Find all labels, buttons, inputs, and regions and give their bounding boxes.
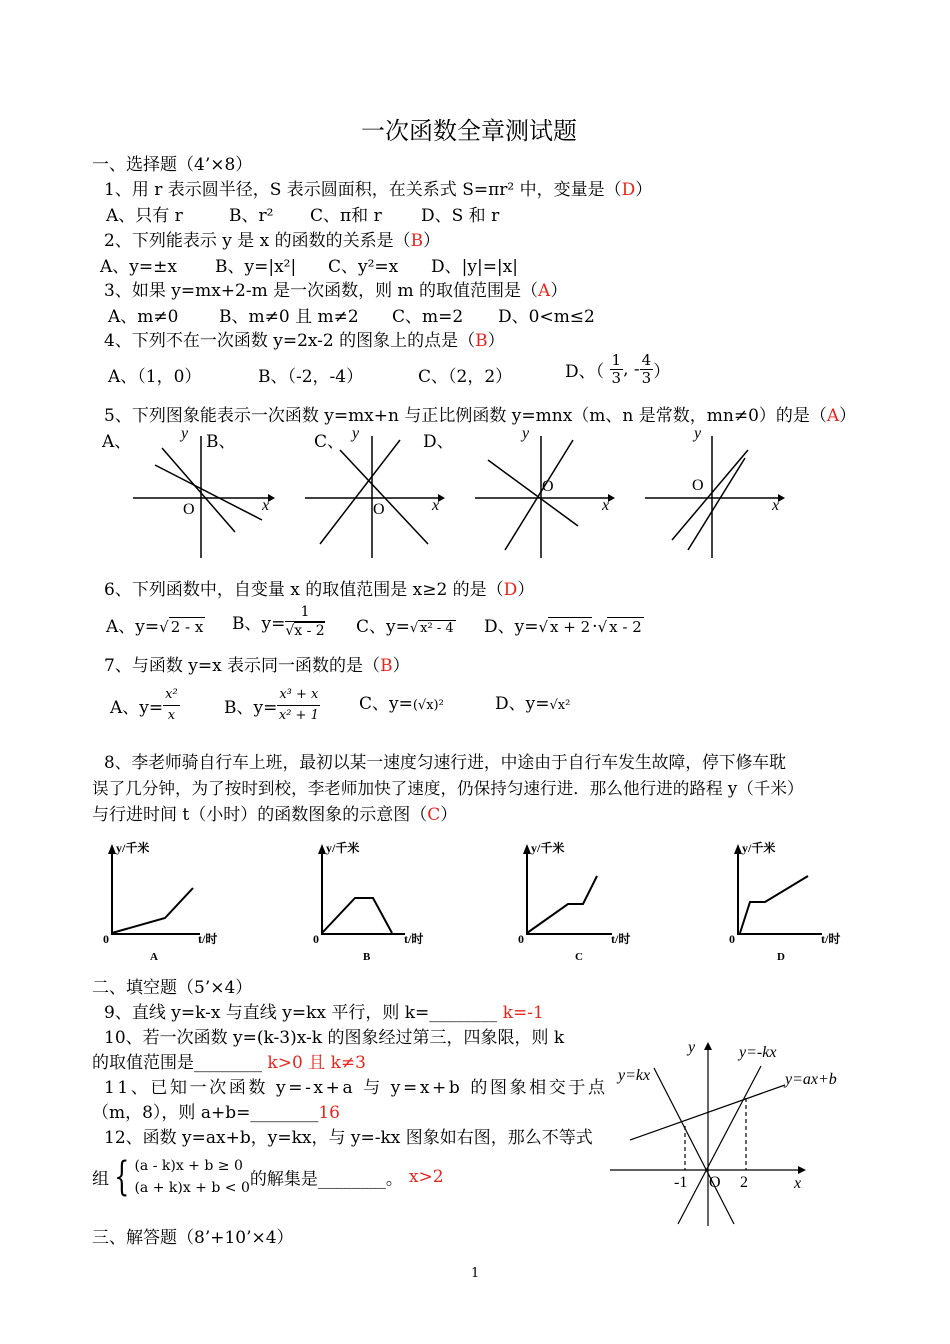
page-number: 1 [471,1266,480,1281]
q6-option-d [484,612,644,637]
q8c-x-label: t/时 [611,932,631,946]
q6-option-c [356,612,456,637]
q8c-path [527,876,597,933]
q6d-radical-2: √ x - 2 [597,618,642,636]
fig12-line-negkx [678,1066,761,1224]
q2-answer: B [410,231,424,251]
q6d-label: D、y= [484,617,539,637]
q1-option-b: B、r² [229,206,274,226]
q5-label-c: C、 [314,432,345,452]
q7-option-b [224,685,320,726]
q5b-y-label: y [352,425,360,442]
q6c-label: C、y= [356,617,410,637]
q4-d-frac2 [640,352,654,387]
q7-answer: B [380,656,393,676]
q8d-path [740,876,808,933]
q5a-y-label: y [181,425,189,442]
q4-answer: B [475,331,488,351]
q5c-line-1 [488,460,578,526]
section-heading-fill: 二、填空题（5’×4） [92,978,253,998]
q10-line-2 [92,1048,366,1073]
q6-answer: D [503,580,518,600]
q12-ineq-2: (a + k)x + b < 0 [134,1180,250,1196]
q12-line-1: 12、函数 y=ax+b，y=kx，与 y=-kx 图象如右图，那么不等式 [104,1128,593,1148]
q8c-zero: 0 [518,932,524,946]
q4-option-b: B、（-2，-4） [258,367,364,387]
q7-close: ） [392,656,410,676]
q6a-label: A、y= [106,617,160,637]
q8-line-3 [92,800,457,825]
q7-text: 7、与函数 y=x 表示同一函数的是（ [104,656,381,676]
fig12-y-label: y [688,1039,696,1056]
q9-answer: k=-1 [502,1003,544,1023]
q7b-den: x² + 1 [278,708,319,723]
q5d-line-2 [688,458,745,550]
q12-line-2 [92,1155,444,1199]
q11-line-1: 11、已知一次函数 y=-x+a 与 y=x+b 的图象相交于点 [104,1078,608,1098]
q4-close: ） [487,331,505,351]
page-title: 一次函数全章测试题 [361,117,577,145]
q8b-zero: 0 [313,932,319,946]
q12-system [134,1155,249,1199]
q12-answer: x>2 [408,1167,444,1187]
question-2 [104,226,440,251]
q11-answer: 16 [318,1103,340,1123]
q8b-y-arrow [318,844,326,854]
q4-d-frac1 [610,352,624,387]
q5a-line-2 [162,448,235,532]
q3-option-b: B、m≠0 且 m≠2 [219,307,359,327]
q5a-x-label: x [262,497,270,514]
fig12-label-negkx: y=-kx [739,1044,777,1061]
q8c-y-arrow [523,844,531,854]
q8a-y-label: y/千米 [116,841,150,855]
q6d-dot: · [592,617,598,637]
q5d-y-label: y [694,425,702,442]
q8a-y-arrow [108,844,116,854]
q2-option-d: D、|y|=|x| [431,257,518,277]
q3-option-c: C、m=2 [392,307,464,327]
q4-frac2-num: 4 [641,351,652,369]
q1-option-a: A、只有 r [106,206,183,226]
q4-option-a: A、（1，0） [108,367,202,387]
q6a-radicand: 2 - x [170,618,204,636]
q7d-expr: √x² [549,698,571,713]
q1-option-c: C、π和 r [310,206,382,226]
q8a-path [112,888,193,933]
q1-text: 1、用 r 表示圆半径，S 表示圆面积，在关系式 S=πr² 中，变量是（ [104,180,622,200]
q8-graphs [0,830,950,970]
q5d-x-label: x [772,497,780,514]
q8a-caption: A [150,951,158,963]
q1-close: ） [635,180,653,200]
q4-frac1-den: 3 [611,369,622,387]
question-7 [104,651,410,676]
q12-figure [600,1030,860,1240]
question-1 [104,175,652,200]
q4-d-sep: , - [623,359,640,380]
q2-text: 2、下列能表示 y 是 x 的函数的关系是（ [104,231,411,251]
q7a-fraction [163,685,180,726]
fig12-tick-neg1: -1 [674,1174,688,1191]
q6a-radical: √ 2 - x [159,618,204,636]
q7c-label: C、y= [359,694,413,714]
q2-option-b: B、y=|x²| [215,257,297,277]
q4-d-open: D、（ [565,362,605,382]
q9-text: 9、直线 y=k-x 与直线 y=kx 平行，则 k=________ [104,1003,498,1023]
q8b-y-label: y/千米 [326,841,360,855]
q5b-line-2 [320,440,400,544]
q6d-radicand-1: x + 2 [550,618,591,636]
question-3 [104,276,567,301]
section-heading-solve: 三、解答题（8’+10’×4） [92,1228,294,1248]
q8-line-2: 误了几分钟，为了按时到校，李老师加快了速度，仍保持匀速行进．那么他行进的路程 y（千米） [92,779,804,798]
q5-close: ） [839,406,857,426]
q4-text: 4、下列不在一次函数 y=2x-2 的图象上的点是（ [104,331,476,351]
q4-d-close: ） [653,362,671,382]
q5-graphs [0,420,950,560]
q3-close: ） [550,281,568,301]
q5-label-d: D、 [423,432,454,452]
q7c-expr: (√x)² [412,698,444,713]
q2-option-a: A、y=±x [100,257,177,277]
q2-close: ） [423,231,441,251]
q5a-origin: O [183,501,195,518]
q8b-x-label: t/时 [404,932,424,946]
q12-brace: { [114,1154,130,1200]
q7b-label: B、y= [224,698,278,718]
q6-close: ） [517,580,535,600]
q4-frac1-num: 1 [611,351,622,369]
q5b-line-1 [340,450,428,544]
q10-answer: k>0 且 k≠3 [267,1053,366,1073]
q3-text: 3、如果 y=mx+2-m 是一次函数，则 m 的取值范围是（ [104,281,539,301]
q5b-x-label: x [432,497,440,514]
fig12-line-kx [654,1068,734,1224]
q7a-den: x [167,708,176,723]
q8c-caption: C [575,951,583,963]
q6c-radicand: x² - 4 [420,621,454,636]
q5-text: 5、下列图象能表示一次函数 y=mx+n 与正比例函数 y=mnx（m、n 是常数，mn≠0）的是（ [104,406,827,426]
q8-close: ） [440,805,458,825]
q7-option-c [359,689,444,714]
q6b-num: 1 [285,603,324,622]
q5-label-b: B、 [206,432,236,452]
q7b-fraction [277,685,320,726]
q11-line-2 [92,1098,340,1123]
q5d-origin: O [692,477,704,494]
q7-option-a [110,685,180,726]
q5a-line-1 [155,465,262,520]
fig12-origin: O [709,1174,721,1191]
q8d-caption: D [777,951,785,963]
question-6 [104,575,534,600]
q8b-axes [322,852,405,934]
q6b-label: B、y= [232,614,286,634]
fig12-tick-2: 2 [740,1174,748,1191]
q7d-label: D、y= [495,694,550,714]
q8a-axes [112,852,200,934]
fig12-x-arrow [798,1166,806,1174]
q4-frac2-den: 3 [641,369,652,387]
q12-ineq-1: (a - k)x + b ≥ 0 [134,1158,243,1174]
q6-text: 6、下列函数中，自变量 x 的取值范围是 x≥2 的是（ [104,580,504,600]
q5c-line-2 [505,440,573,550]
q8b-caption: B [363,951,371,963]
q7-option-d [495,689,570,714]
q3-answer: A [538,281,551,301]
fig12-label-axb: y=ax+b [785,1071,837,1088]
q8c-axes [527,852,612,934]
q8d-zero: 0 [729,932,735,946]
q4-option-d [565,352,670,387]
q8-answer: C [427,805,441,825]
fig12-label-kx: y=kx [618,1067,651,1084]
q6b-fraction [285,603,324,640]
q11-text: （m，8），则 a+b=________ [92,1103,319,1123]
q10-line-1: 10、若一次函数 y=(k-3)x-k 的图象经过第三，四象限，则 k [104,1028,565,1048]
q5d-line-1 [672,450,748,540]
q1-answer: D [621,180,636,200]
q3-option-a: A、m≠0 [108,307,179,327]
fig12-x-label: x [794,1175,802,1192]
q6-option-b [232,603,325,640]
q6d-radicand-2: x - 2 [609,618,642,636]
q12-tail: 的解集是________。 [249,1169,403,1190]
q2-option-c: C、y²=x [328,257,399,277]
q5b-origin: O [373,501,385,518]
q5c-origin: O [542,478,554,495]
q1-option-d: D、S 和 r [421,206,500,226]
q6-option-a [106,612,205,637]
section-heading-choice: 一、选择题（4’×8） [92,155,253,175]
fig12-y-arrow [704,1042,712,1050]
q4-option-c: C、（2，2） [418,367,513,387]
q8a-zero: 0 [103,932,109,946]
question-9 [104,998,544,1023]
question-4 [104,326,505,351]
q7a-num: x² [163,685,180,706]
q8b-path [322,898,392,933]
q6b-den-radicand: x - 2 [294,623,325,639]
q8d-x-label: t/时 [821,932,841,946]
q7b-num: x³ + x [277,685,320,706]
q5c-x-label: x [602,497,610,514]
q7a-label: A、y= [110,698,164,718]
q8-line-1: 8、李老师骑自行车上班，最初以某一速度匀速行进，中途由于自行车发生故障，停下修车耽 [104,752,786,772]
q8c-y-label: y/千米 [531,841,565,855]
q6b-den: √x - 2 [285,623,325,639]
q12-group-label: 组 [92,1169,109,1190]
q3-option-d: D、0<m≤2 [498,307,595,327]
q8-text: 与行进时间 t（小时）的函数图象的示意图（ [92,805,428,825]
q5-label-a: A、 [102,432,132,452]
q8d-y-arrow [734,844,742,854]
q8a-x-label: t/时 [198,932,218,946]
q8d-y-label: y/千米 [742,841,776,855]
q6c-radical: √ x² - 4 [409,621,454,636]
q6d-radical-1: √ x + 2 [538,618,591,636]
q10-text: 的取值范围是________ [92,1053,262,1073]
q5c-y-label: y [522,425,530,442]
q5-answer: A [826,406,840,426]
